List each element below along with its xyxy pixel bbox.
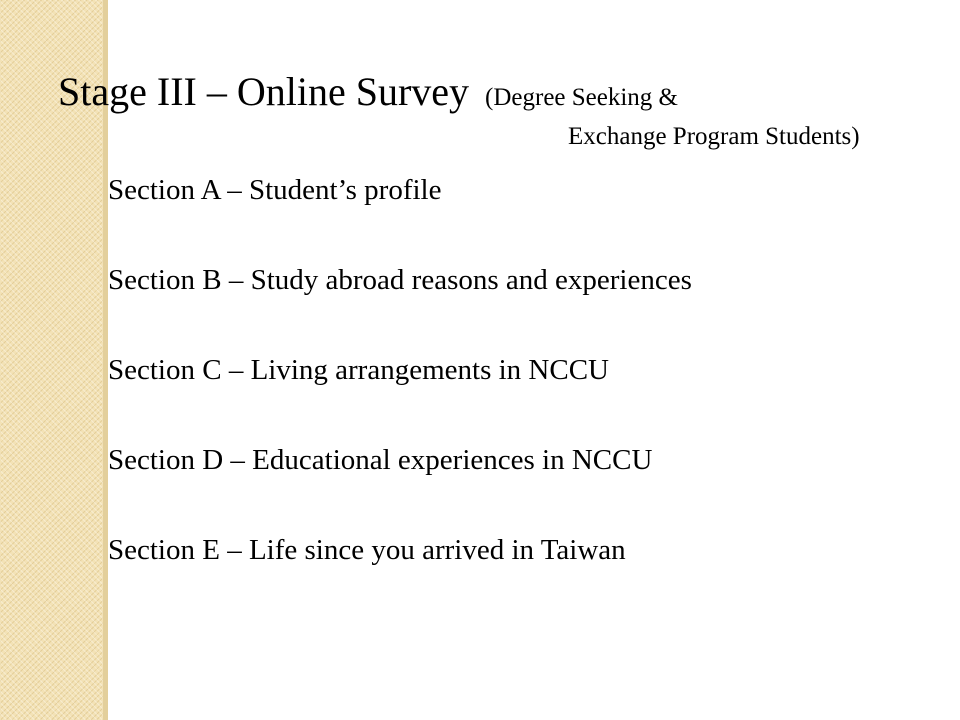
section-item-e: Section E – Life since you arrived in Taiwan bbox=[108, 534, 626, 566]
slide-title-subtitle-line2: Exchange Program Students) bbox=[568, 123, 860, 150]
slide-title bbox=[58, 68, 678, 122]
section-list bbox=[108, 172, 692, 622]
section-item-d: Section D – Educational experiences in NCCU bbox=[108, 444, 653, 476]
section-item-b: Section B – Study abroad reasons and experiences bbox=[108, 264, 692, 296]
section-item-a: Section A – Student’s profile bbox=[108, 174, 442, 206]
slide-title-subtitle: (Degree Seeking & bbox=[485, 84, 678, 111]
section-item-c: Section C – Living arrangements in NCCU bbox=[108, 354, 609, 386]
slide-title-main: Stage III – Online Survey bbox=[58, 69, 470, 114]
